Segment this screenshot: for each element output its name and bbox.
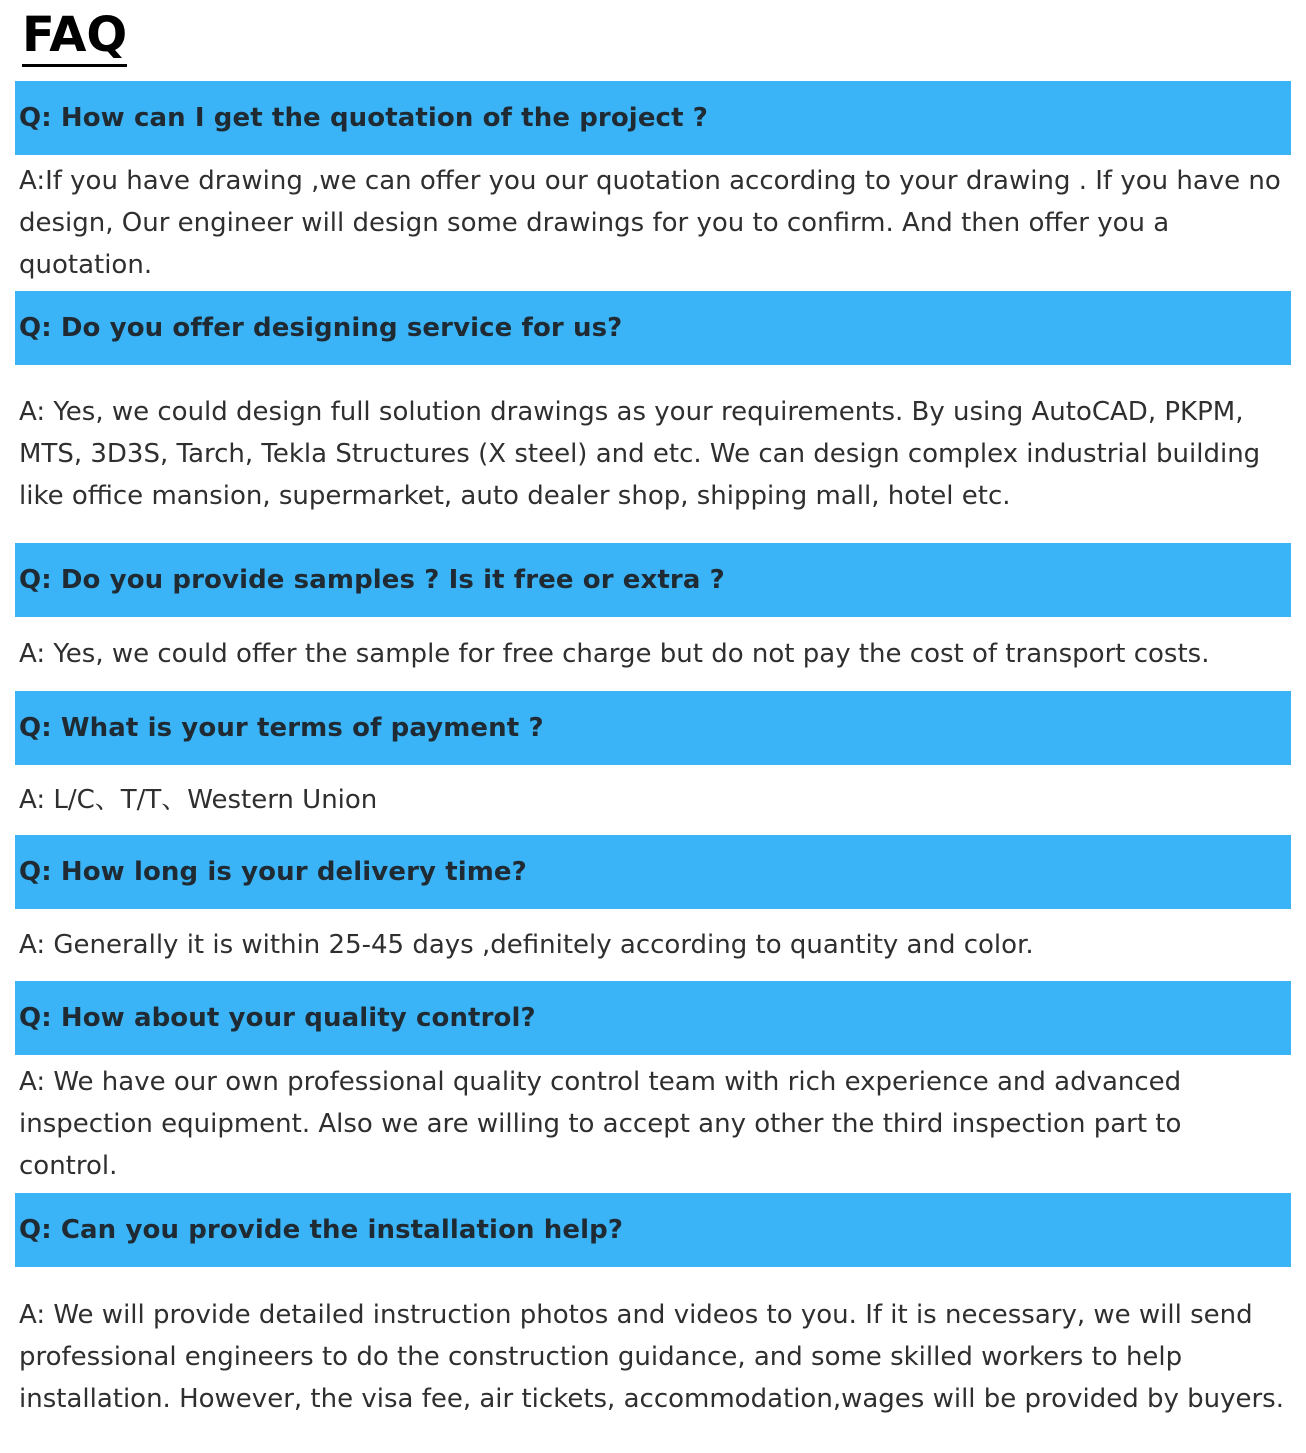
question-text: Q: How long is your delivery time?	[19, 857, 527, 887]
faq-question-2	[15, 291, 1291, 365]
answer-text: A: L/C、T/T、Western Union	[19, 785, 378, 815]
answer-text: A: Yes, we could offer the sample for free charge but do not pay the cost of transport costs.	[19, 639, 1210, 669]
question-text: Q: What is your terms of payment ?	[19, 713, 544, 743]
faq-question-1	[15, 81, 1291, 155]
faq-answer-1	[15, 155, 1291, 291]
faq-question-7	[15, 1193, 1291, 1267]
faq-answer-3	[15, 617, 1291, 691]
faq-list	[15, 81, 1291, 1447]
faq-answer-7	[15, 1267, 1291, 1447]
faq-answer-2	[15, 365, 1291, 543]
faq-question-6	[15, 981, 1291, 1055]
question-text: Q: How about your quality control?	[19, 1003, 536, 1033]
answer-text: A: We will provide detailed instruction photos and videos to you. If it is necessary, we will send professional engineers to do the construction guidance, and some skilled workers to help installation. However, the visa fee, air tickets, accommodation,wages will be provided by buyers.	[19, 1300, 1284, 1414]
faq-answer-6	[15, 1055, 1291, 1193]
question-text: Q: Can you provide the installation help?	[19, 1215, 624, 1245]
faq-answer-4	[15, 765, 1291, 835]
faq-question-5	[15, 835, 1291, 909]
answer-text: A: Yes, we could design full solution drawings as your requirements. By using AutoCAD, PKPM, MTS, 3D3S, Tarch, Tekla Structures (X steel) and etc. We can design complex industrial building like office mansion, supermarket, auto dealer shop, shipping mall, hotel etc.	[19, 397, 1261, 511]
question-text: Q: How can I get the quotation of the project ?	[19, 103, 708, 133]
faq-answer-5	[15, 909, 1291, 981]
question-text: Q: Do you provide samples ? Is it free or extra ?	[19, 565, 725, 595]
faq-question-3	[15, 543, 1291, 617]
answer-text: A: We have our own professional quality control team with rich experience and advanced inspection equipment. Also we are willing to accept any other the third inspection part to control.	[19, 1067, 1182, 1181]
page-title: FAQ	[22, 6, 127, 67]
question-text: Q: Do you offer designing service for us?	[19, 313, 623, 343]
answer-text: A: Generally it is within 25-45 days ,definitely according to quantity and color.	[19, 930, 1034, 960]
faq-question-4	[15, 691, 1291, 765]
answer-text: A:If you have drawing ,we can offer you our quotation according to your drawing . If you have no design, Our engineer will design some drawings for you to confirm. And then offer you a quotation.	[19, 166, 1281, 280]
